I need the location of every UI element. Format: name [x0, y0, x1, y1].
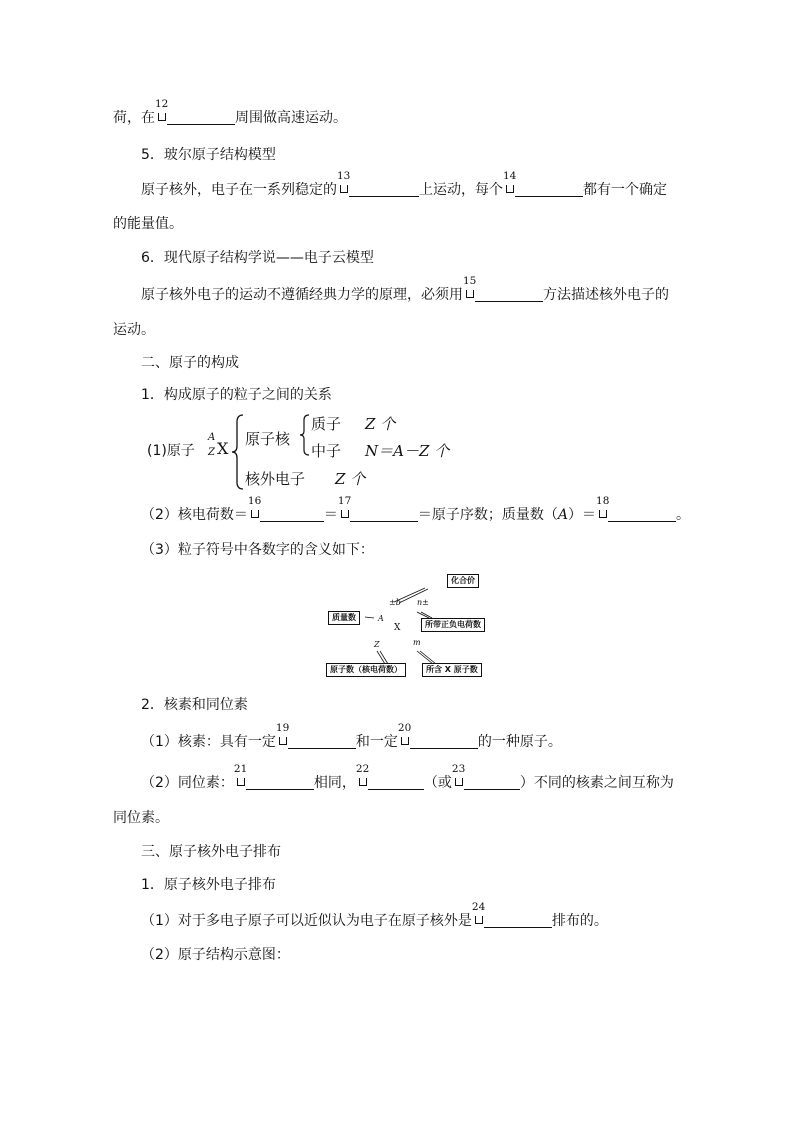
charge-label: 所带正负电荷数 — [421, 618, 485, 632]
text-line: （2）同位素： 21 相同， 22 （或 23 ）不同的核素之间互称为 — [141, 763, 674, 791]
blank-number-marker: 20 — [399, 734, 410, 748]
nucleus-label: 原子核 — [245, 430, 291, 448]
heading-6: 6．现代原子结构学说——电子云模型 — [141, 250, 374, 266]
blank-number-marker: 15 — [464, 287, 475, 301]
blank-number-marker: 19 — [277, 734, 288, 748]
text-line: 运动。 — [113, 322, 155, 338]
formula-prefix: (1)原子 — [147, 443, 195, 459]
element-x-symbol: X — [394, 623, 401, 633]
atom-count-label: 所含 X 原子数 — [422, 663, 482, 677]
proton-count: Z 个 — [365, 415, 396, 433]
fill-blank[interactable] — [246, 775, 314, 790]
fill-blank[interactable] — [349, 182, 419, 197]
text-line: 荷，在 12 周围做高速运动。 — [113, 98, 347, 126]
subsection-heading: 1．构成原子的粒子之间的关系 — [141, 387, 332, 403]
charge-symbol: n± — [417, 598, 429, 607]
blank-number-marker: 24 — [473, 913, 484, 927]
valence-label: 化合价 — [447, 574, 479, 588]
heading-5: 5．玻尔原子结构模型 — [141, 147, 276, 163]
section-heading: 二、原子的构成 — [141, 355, 239, 371]
fill-blank[interactable] — [515, 182, 583, 197]
neutron-label: 中子 — [311, 442, 342, 460]
blank-number-marker: 22 — [357, 775, 368, 789]
element-symbol: X — [217, 439, 229, 458]
blank-number-marker: 23 — [453, 775, 464, 789]
valence-symbol: ±b — [389, 598, 401, 607]
z-symbol: Z — [374, 640, 380, 649]
fill-blank[interactable] — [260, 507, 324, 522]
neutron-count: N＝A－Z 个 — [365, 442, 450, 460]
atom-structure-formula — [147, 410, 487, 490]
text-line: （3）粒子符号中各数字的含义如下： — [141, 542, 374, 558]
fill-blank[interactable] — [410, 734, 478, 749]
fill-blank[interactable] — [484, 913, 552, 928]
text-line: （2）原子结构示意图： — [141, 947, 290, 963]
text-line: （1）对于多电子原子可以近似认为电子在原子核外是 24 排布的。 — [141, 901, 608, 929]
section-heading: 三、原子核外电子排布 — [141, 844, 281, 860]
text-line: 原子核外电子的运动不遵循经典力学的原理，必须用 15 方法描述核外电子的 — [141, 275, 669, 303]
fill-blank[interactable] — [167, 110, 235, 125]
fill-blank[interactable] — [475, 287, 543, 302]
proton-label: 质子 — [311, 415, 342, 433]
electron-label: 核外电子 — [245, 470, 306, 488]
blank-number-marker: 13 — [338, 182, 349, 196]
blank-number-marker: 17 — [339, 507, 350, 521]
blank-number-marker: 18 — [597, 507, 608, 521]
fill-blank[interactable] — [464, 775, 520, 790]
fill-blank[interactable] — [368, 775, 424, 790]
atomic-number-symbol: Z — [208, 447, 215, 458]
inner-brace — [299, 414, 311, 456]
electron-count: Z 个 — [335, 470, 366, 488]
outer-brace — [231, 414, 245, 490]
mass-number-symbol: A — [208, 432, 216, 443]
text-line: 同位素。 — [113, 810, 169, 826]
atomic-number-label: 原子数（核电荷数） — [326, 663, 406, 677]
fill-blank[interactable] — [288, 734, 356, 749]
blank-number-marker: 12 — [156, 110, 167, 124]
subsection-heading: 2．核素和同位素 — [141, 697, 248, 713]
blank-number-marker: 21 — [235, 775, 246, 789]
text-line: （2）核电荷数＝ 16 ＝ 17 ＝原子序数；质量数（A）＝ 18 。 — [141, 495, 691, 523]
subsection-heading: 1．原子核外电子排布 — [141, 877, 276, 893]
particle-symbol-diagram — [325, 570, 500, 680]
text-line: 原子核外，电子在一系列稳定的 13 上运动，每个 14 都有一个确定 — [141, 170, 667, 198]
m-symbol: m — [413, 638, 421, 647]
fill-blank[interactable] — [350, 507, 418, 522]
text-line: 的能量值。 — [113, 216, 183, 232]
mass-symbol: A — [378, 614, 384, 623]
fill-blank[interactable] — [608, 507, 676, 522]
blank-number-marker: 14 — [504, 182, 515, 196]
text-line: （1）核素：具有一定 19 和一定 20 的一种原子。 — [141, 722, 562, 750]
blank-number-marker: 16 — [249, 507, 260, 521]
mass-number-label: 质量数 — [328, 611, 360, 625]
